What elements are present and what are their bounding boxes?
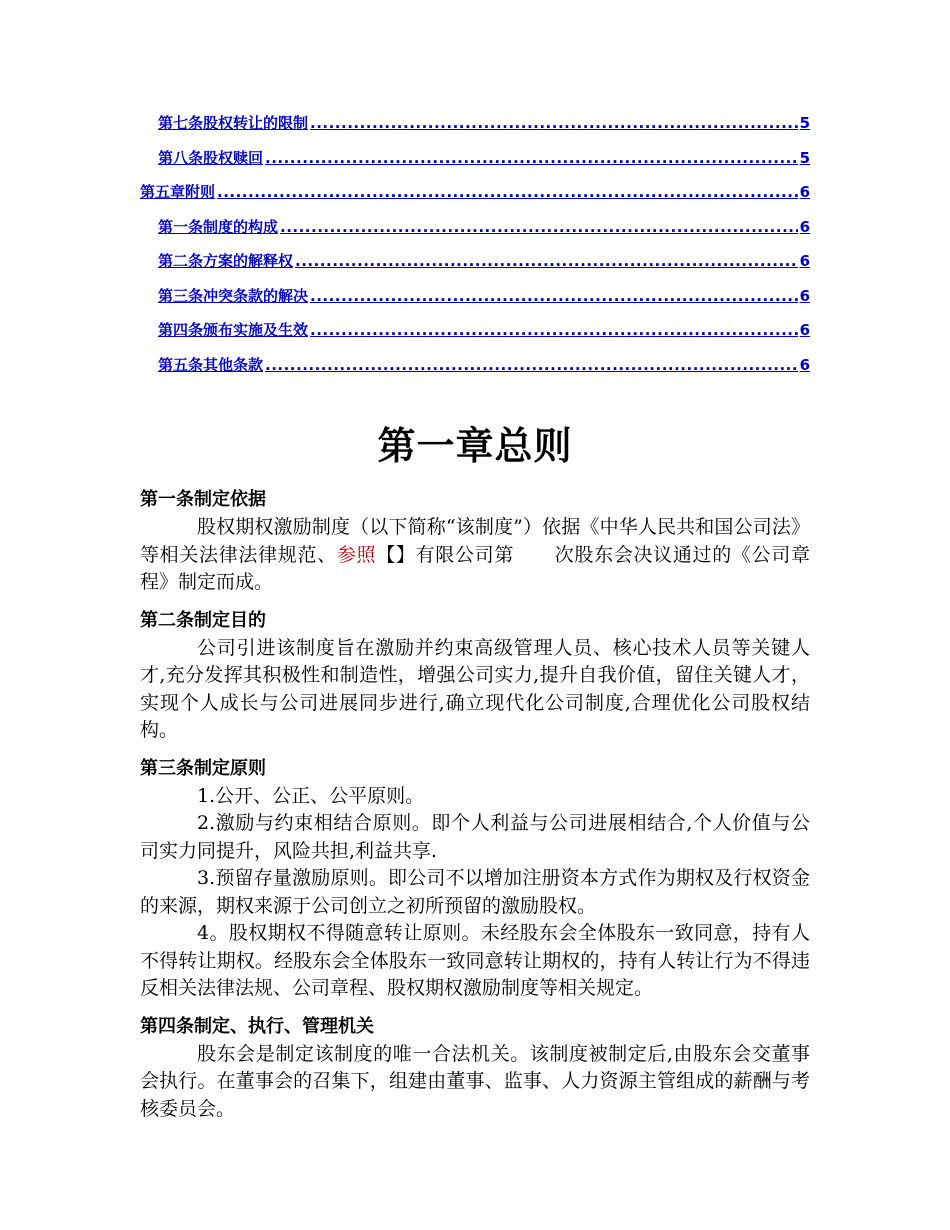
chapter-title: 第一章总则 xyxy=(377,424,573,468)
article-heading: 第三条制定原则 xyxy=(140,757,266,779)
toc-leader-dots xyxy=(310,321,798,339)
paragraph-text: 股权期权激励制度（以下简称“该制度”）依据《中华人民共和国公司法》等相关法律法律规范、 xyxy=(140,516,810,566)
article-4 xyxy=(140,1013,810,1124)
toc-page-number: 6 xyxy=(799,286,810,305)
paragraph-text: 次股东会决议通过的《公司章程》制定而成。 xyxy=(140,543,810,593)
toc-leader-dots xyxy=(310,287,798,305)
toc-entry-title: 第八条股权赎回 xyxy=(158,148,264,167)
article-2 xyxy=(140,607,810,745)
toc-leader-dots xyxy=(295,252,798,270)
highlighted-text: 参照 xyxy=(336,543,377,566)
article-heading: 第二条制定目的 xyxy=(140,609,266,631)
toc-leader-dots xyxy=(265,356,798,374)
toc-entry-title: 第一条制度的构成 xyxy=(158,217,279,236)
toc-entry-title: 第四条颁布实施及生效 xyxy=(158,321,309,339)
toc-page-number: 6 xyxy=(799,355,810,374)
article-paragraph xyxy=(140,514,810,597)
toc-link-article-8-equity-redemption[interactable] xyxy=(140,147,810,182)
table-of-contents xyxy=(140,112,810,388)
toc-page-number: 6 xyxy=(799,321,810,339)
toc-leader-dots xyxy=(265,149,798,167)
toc-page-number: 6 xyxy=(799,183,810,201)
article-3 xyxy=(140,755,810,1003)
document-body xyxy=(140,486,810,1133)
toc-page-number: 5 xyxy=(799,148,810,167)
toc-page-number: 5 xyxy=(799,114,810,132)
toc-leader-dots xyxy=(310,114,798,132)
toc-link-article-7-equity-transfer-restriction[interactable] xyxy=(140,112,810,147)
toc-entry-title: 第五条其他条款 xyxy=(158,355,264,374)
toc-page-number: 6 xyxy=(799,217,810,236)
toc-link-article-3-conflict-resolution[interactable] xyxy=(140,285,810,320)
toc-entry-title: 第五章附则 xyxy=(140,183,216,201)
toc-link-article-4-effectiveness[interactable] xyxy=(140,319,810,354)
toc-entry-title: 第三条冲突条款的解决 xyxy=(158,286,309,305)
toc-leader-dots xyxy=(280,218,798,236)
toc-link-article-5-other-terms[interactable] xyxy=(140,354,810,389)
article-paragraph: 公司引进该制度旨在激励并约束高级管理人员、核心技术人员等关键人才,充分发挥其积极性和制造性，增强公司实力,提升自我价值，留住关键人才，实现个人成长与公司进展同步进行,确立现代化公司制度,合理优化公司股权结构。 xyxy=(140,636,810,741)
toc-link-article-2-interpretation[interactable] xyxy=(140,250,810,285)
toc-entry-title: 第二条方案的解释权 xyxy=(158,252,294,270)
principle-item: 3.预留存量激励原则。即公司不以增加注册资本方式作为期权及行权资金的来源，期权来源于公司创立之初所预留的激励股权。 xyxy=(140,867,810,917)
paragraph-text: 【】有限公司第 xyxy=(376,543,515,566)
article-heading: 第四条制定、执行、管理机关 xyxy=(140,1015,374,1037)
article-paragraph: 股东会是制定该制度的唯一合法机关。该制度被制定后,由股东会交董事会执行。在董事会的召集下，组建由董事、监事、人力资源主管组成的薪酬与考核委员会。 xyxy=(140,1042,810,1120)
principle-item: 2.激励与约束相结合原则。即个人利益与公司进展相结合,个人价值与公司实力同提升，风险共担,利益共享. xyxy=(140,812,810,862)
article-1 xyxy=(140,486,810,597)
toc-entry-title: 第七条股权转让的限制 xyxy=(158,114,309,132)
toc-link-chapter-5-supplementary[interactable] xyxy=(140,181,810,216)
article-heading: 第一条制定依据 xyxy=(140,489,266,510)
principle-item: 1.公开、公正、公平原则。 xyxy=(197,784,425,807)
toc-page-number: 6 xyxy=(799,252,810,270)
toc-leader-dots xyxy=(217,183,798,201)
toc-link-article-1-composition[interactable] xyxy=(140,216,810,251)
principle-item: 4。股权期权不得随意转让原则。未经股东会全体股东一致同意，持有人不得转让期权。经股东会全体股东一致同意转让期权的，持有人转让行为不得违反相关法律法规、公司章程、股权期权激励制度等相关规定。 xyxy=(140,922,810,999)
